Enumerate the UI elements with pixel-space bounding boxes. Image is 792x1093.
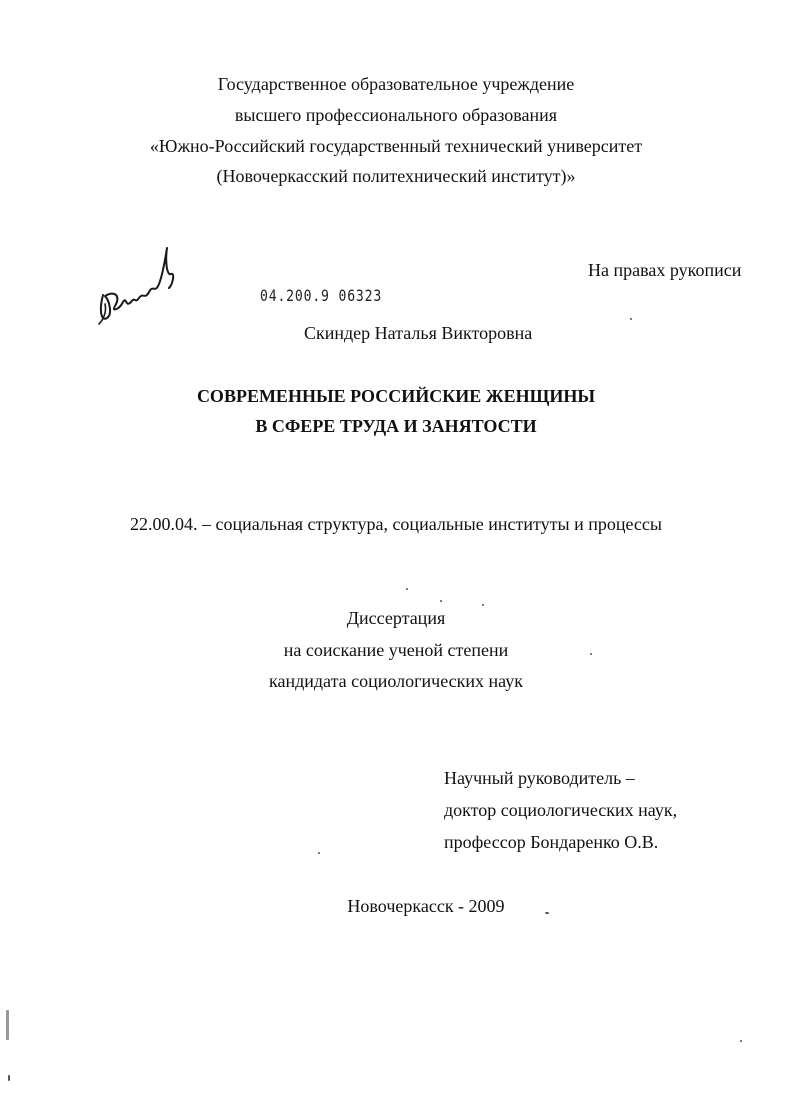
- specialty-code: 22.00.04. – социальная структура, социальные институты и процессы: [129, 514, 663, 534]
- institution-line-4: (Новочеркасский политехнический институт)»: [216, 166, 576, 186]
- place-and-year: Новочеркасск - 2009: [347, 896, 505, 916]
- degree-line-2: на соискание ученой степени: [283, 640, 509, 660]
- manuscript-note: На правах рукописи: [588, 260, 742, 280]
- institution-line-2: высшего профессионального образования: [234, 105, 558, 125]
- supervisor-line-3: профессор Бондаренко О.В.: [444, 832, 659, 852]
- scan-edge-mark: [6, 1010, 9, 1040]
- scan-speck: [740, 1040, 742, 1042]
- scan-speck: [482, 604, 484, 606]
- institution-line-3: «Южно-Российский государственный технический университет: [149, 136, 643, 156]
- signature-image: [95, 240, 190, 335]
- supervisor-line-1: Научный руководитель –: [444, 768, 635, 788]
- degree-line-1: Диссертация: [346, 608, 446, 628]
- supervisor-line-2: доктор социологических наук,: [444, 800, 678, 820]
- author-name: Скиндер Наталья Викторовна: [304, 323, 533, 343]
- thesis-title-line-2: В СФЕРЕ ТРУДА И ЗАНЯТОСТИ: [255, 416, 537, 436]
- thesis-title-line-1: СОВРЕМЕННЫЕ РОССИЙСКИЕ ЖЕНЩИНЫ: [196, 386, 596, 406]
- scan-speck: [440, 600, 442, 602]
- scan-speck: [590, 653, 592, 655]
- scan-speck: [406, 588, 408, 590]
- scan-speck: [318, 852, 320, 854]
- scan-speck: [8, 1075, 10, 1081]
- scan-speck: [545, 912, 549, 914]
- scan-speck: [630, 318, 632, 320]
- degree-line-3: кандидата социологических наук: [269, 671, 523, 691]
- archive-stamp-number: 04.200.9 06323: [260, 286, 383, 305]
- institution-line-1: Государственное образовательное учреждение: [217, 74, 575, 94]
